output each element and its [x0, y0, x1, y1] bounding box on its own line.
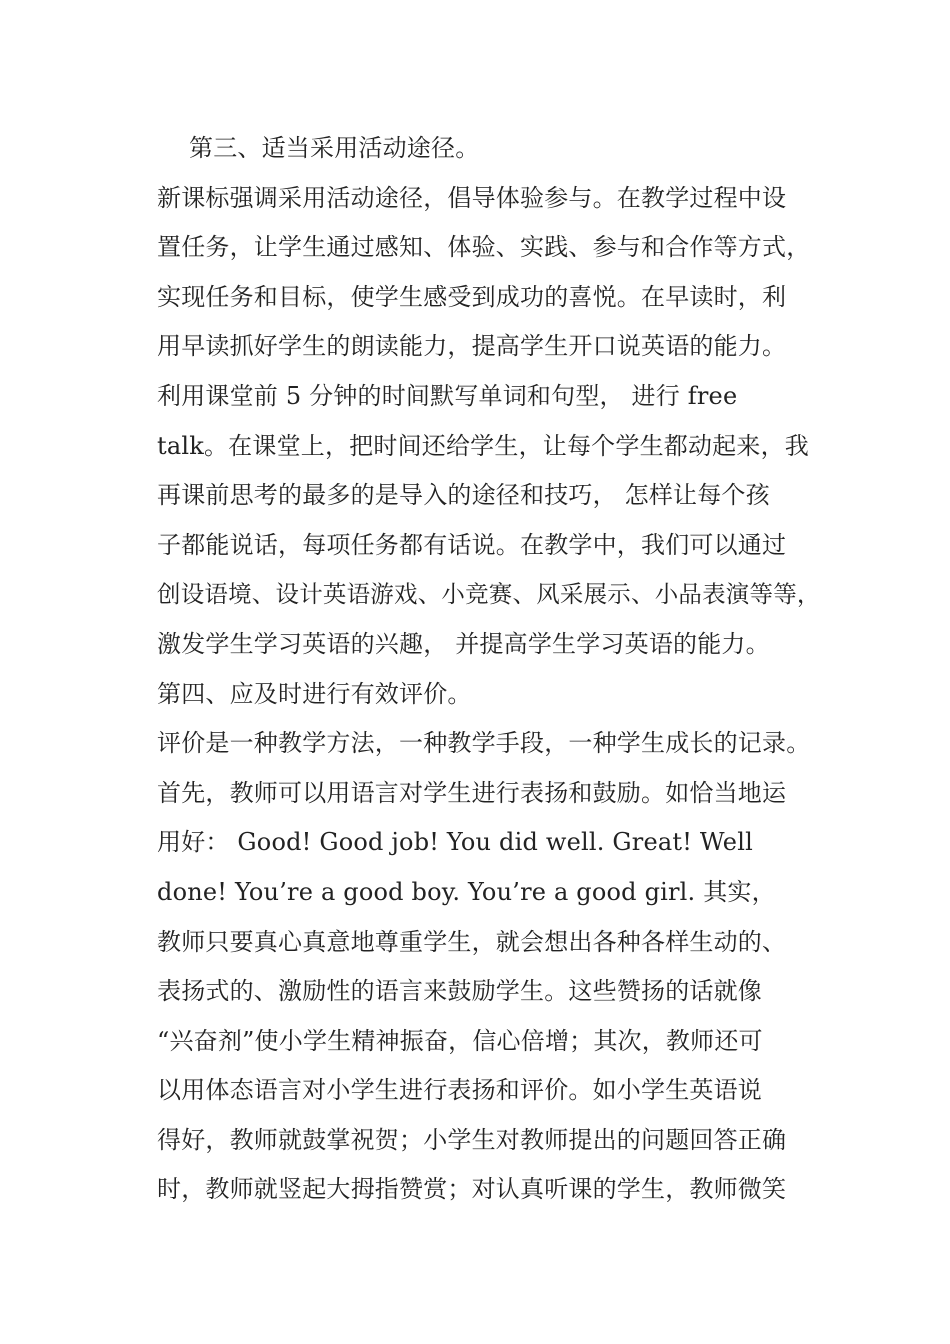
text-line: 再课前思考的最多的是导入的途径和技巧， 怎样让每个孩 [157, 481, 770, 510]
section-heading-3: 第三、适当采用活动途径。 [189, 134, 480, 162]
text-line: talk。在课堂上，把时间还给学生，让每个学生都动起来，我 [157, 431, 809, 460]
text-line: 用早读抓好学生的朗读能力，提高学生开口说英语的能力。 [157, 332, 787, 361]
text-line: 以用体态语言对小学生进行表扬和评价。如小学生英语说 [157, 1076, 762, 1105]
text-line: 利用课堂前 5 分钟的时间默写单词和句型， 进行 free [157, 381, 738, 410]
text-line: 置任务，让学生通过感知、体验、实践、参与和合作等方式， [157, 233, 811, 262]
text-line: 实现任务和目标，使学生感受到成功的喜悦。在早读时，利 [157, 282, 787, 311]
text-line: 首先，教师可以用语言对学生进行表扬和鼓励。如恰当地运 [157, 778, 787, 807]
text-line: “兴奋剂”使小学生精神振奋，信心倍增；其次，教师还可 [157, 1026, 763, 1055]
text-line: 教师只要真心真意地尊重学生，就会想出各种各样生动的、 [157, 927, 787, 956]
text-line: 新课标强调采用活动途径，倡导体验参与。在教学过程中设 [157, 183, 787, 212]
text-line: done! You’re a good boy. You’re a good girl. 其实， [157, 877, 776, 906]
text-line: 表扬式的、激励性的语言来鼓励学生。这些赞扬的话就像 [157, 977, 762, 1006]
text-line: 时，教师就竖起大拇指赞赏；对认真听课的学生，教师微笑 [157, 1175, 787, 1204]
text-line: 子都能说话，每项任务都有话说。在教学中，我们可以通过 [157, 530, 787, 559]
text-line: 激发学生学习英语的兴趣， 并提高学生学习英语的能力。 [157, 629, 770, 658]
section-heading-4: 第四、应及时进行有效评价。 [157, 679, 472, 708]
text-line: 创设语境、设计英语游戏、小竞赛、风采展示、小品表演等等， [157, 580, 821, 609]
text-line: 用好： Good! Good job! You did well. Great! Well [157, 828, 753, 857]
text-line: 得好，教师就鼓掌祝贺；小学生对教师提出的问题回答正确 [157, 1125, 787, 1154]
text-line: 评价是一种教学方法，一种教学手段，一种学生成长的记录。 [157, 729, 811, 758]
document-body [157, 124, 832, 1215]
